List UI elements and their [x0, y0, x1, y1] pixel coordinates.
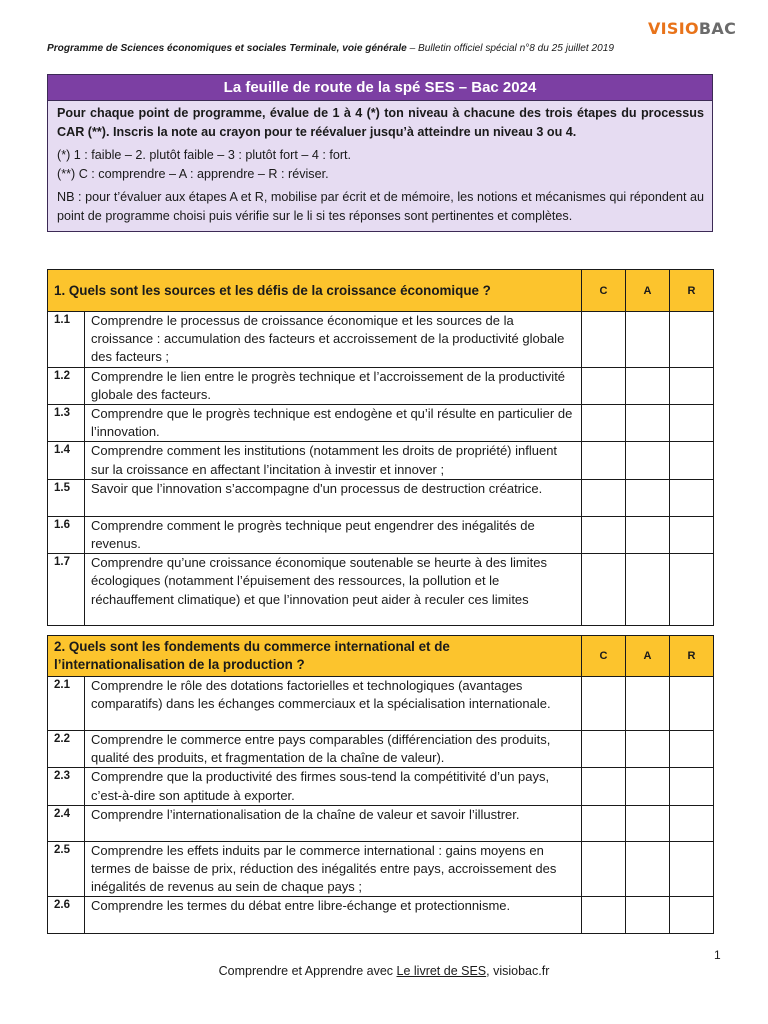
- score-cell-r[interactable]: [670, 768, 714, 805]
- score-cell-a[interactable]: [626, 677, 670, 731]
- score-cell-c[interactable]: [582, 768, 626, 805]
- program-reference-bold: Programme de Sciences économiques et sociales Terminale, voie générale: [47, 43, 407, 54]
- score-cell-a[interactable]: [626, 367, 670, 404]
- score-cell-a[interactable]: [626, 805, 670, 841]
- score-cell-r[interactable]: [670, 367, 714, 404]
- page-number: 1: [714, 948, 721, 962]
- score-cell-r[interactable]: [670, 554, 714, 626]
- score-cell-c[interactable]: [582, 805, 626, 841]
- score-cell-c[interactable]: [582, 479, 626, 516]
- row-text: Comprendre le rôle des dotations factorielles et technologiques (avantages comparatifs) dans les échanges commerciaux et la spécialisation internationale.: [85, 677, 582, 731]
- intro-note: NB : pour t’évaluer aux étapes A et R, mobilise par écrit et de mémoire, les notions et mécanismes qui répondent au point de programme choisi puis vérifie sur le li si tes réponses sont pertinentes et complètes.: [57, 190, 704, 223]
- table-row: [48, 731, 714, 768]
- table-row: [48, 554, 714, 626]
- row-text: Comprendre le processus de croissance économique et les sources de la croissance : accumulation des facteurs et accroissement de la productivité globale des facteurs ;: [85, 312, 582, 368]
- row-text: Comprendre que la productivité des firmes sous-tend la compétitivité d’un pays, c’est-à-dire son aptitude à exporter.: [85, 768, 582, 805]
- intro-scale-legend: (*) 1 : faible – 2. plutôt faible – 3 : plutôt fort – 4 : fort.: [57, 148, 352, 162]
- row-text: Comprendre le lien entre le progrès technique et l’accroissement de la productivité globale des facteurs.: [85, 367, 582, 404]
- intro-car-legend: (**) C : comprendre – A : apprendre – R : réviser.: [57, 166, 329, 181]
- row-number: 2.1: [48, 677, 85, 731]
- table-row: [48, 841, 714, 897]
- table-row: [48, 516, 714, 553]
- score-cell-a[interactable]: [626, 405, 670, 442]
- score-cell-c[interactable]: [582, 554, 626, 626]
- score-cell-a[interactable]: [626, 768, 670, 805]
- section-1-title: 1. Quels sont les sources et les défis de la croissance économique ?: [48, 270, 582, 312]
- intro-instructions: Pour chaque point de programme, évalue de 1 à 4 (*) ton niveau à chacune des trois étapes du processus CAR (**). Inscris la note au crayon pour te réévaluer jusqu’à atteindre un niveau 3 ou 4.: [57, 106, 704, 139]
- col-header-a: A: [626, 270, 670, 312]
- score-cell-r[interactable]: [670, 897, 714, 934]
- row-number: 1.3: [48, 405, 85, 442]
- row-text: Comprendre l’internationalisation de la chaîne de valeur et savoir l’illustrer.: [85, 805, 582, 841]
- row-text: Comprendre comment le progrès technique peut engendrer des inégalités de revenus.: [85, 516, 582, 553]
- score-cell-r[interactable]: [670, 677, 714, 731]
- row-number: 2.3: [48, 768, 85, 805]
- score-cell-r[interactable]: [670, 841, 714, 897]
- section-2-table: [47, 635, 714, 934]
- footer-text-after: , visiobac.fr: [486, 964, 550, 978]
- table-row: [48, 677, 714, 731]
- footer-link-livret[interactable]: Le livret de SES: [396, 964, 487, 978]
- score-cell-r[interactable]: [670, 805, 714, 841]
- row-text: Savoir que l’innovation s’accompagne d'un processus de destruction créatrice.: [85, 479, 582, 516]
- score-cell-c[interactable]: [582, 677, 626, 731]
- table-row: [48, 479, 714, 516]
- score-cell-r[interactable]: [670, 442, 714, 479]
- table-row: [48, 805, 714, 841]
- section-2-title: 2. Quels sont les fondements du commerce international et de l’internationalisation de la production ?: [48, 636, 582, 677]
- logo-part1: VISIO: [648, 19, 699, 38]
- row-number: 1.2: [48, 367, 85, 404]
- program-reference: [47, 43, 727, 54]
- table-row: [48, 367, 714, 404]
- col-header-r: R: [670, 636, 714, 677]
- section-2-header: [48, 636, 714, 677]
- col-header-c: C: [582, 636, 626, 677]
- score-cell-c[interactable]: [582, 405, 626, 442]
- intro-box: [47, 74, 713, 232]
- row-text: Comprendre le commerce entre pays comparables (différenciation des produits, qualité des produits, et fragmentation de la chaîne de valeur).: [85, 731, 582, 768]
- score-cell-a[interactable]: [626, 841, 670, 897]
- score-cell-c[interactable]: [582, 312, 626, 368]
- score-cell-r[interactable]: [670, 731, 714, 768]
- score-cell-a[interactable]: [626, 312, 670, 368]
- score-cell-r[interactable]: [670, 405, 714, 442]
- score-cell-c[interactable]: [582, 841, 626, 897]
- row-number: 2.5: [48, 841, 85, 897]
- table-row: [48, 897, 714, 934]
- row-number: 2.6: [48, 897, 85, 934]
- score-cell-a[interactable]: [626, 897, 670, 934]
- intro-body: [48, 101, 712, 231]
- score-cell-a[interactable]: [626, 479, 670, 516]
- row-text: Comprendre que le progrès technique est endogène et qu’il résulte en particulier de l’innovation.: [85, 405, 582, 442]
- row-number: 1.7: [48, 554, 85, 626]
- col-header-a: A: [626, 636, 670, 677]
- col-header-c: C: [582, 270, 626, 312]
- row-number: 1.1: [48, 312, 85, 368]
- row-text: Comprendre comment les institutions (notamment les droits de propriété) influent sur la croissance en affectant l’incitation à investir et innover ;: [85, 442, 582, 479]
- logo-part2: BAC: [698, 19, 737, 38]
- row-text: Comprendre qu’une croissance économique soutenable se heurte à des limites écologiques (notamment l’épuisement des ressources, la pollution et le réchauffement climatique) et que l’innovation peut aider à reculer ces limites: [85, 554, 582, 626]
- score-cell-a[interactable]: [626, 554, 670, 626]
- table-row: [48, 768, 714, 805]
- score-cell-c[interactable]: [582, 367, 626, 404]
- row-text: Comprendre les termes du débat entre libre-échange et protectionnisme.: [85, 897, 582, 934]
- score-cell-r[interactable]: [670, 312, 714, 368]
- score-cell-c[interactable]: [582, 442, 626, 479]
- row-number: 1.6: [48, 516, 85, 553]
- row-text: Comprendre les effets induits par le commerce international : gains moyens en termes de baisse de prix, réduction des inégalités entre pays, accroissement des inégalités de revenus au sein de chaque pays ;: [85, 841, 582, 897]
- row-number: 2.2: [48, 731, 85, 768]
- score-cell-r[interactable]: [670, 479, 714, 516]
- roadmap-title: La feuille de route de la spé SES – Bac 2024: [48, 75, 712, 101]
- score-cell-c[interactable]: [582, 516, 626, 553]
- section-1-table: [47, 269, 714, 626]
- row-number: 1.4: [48, 442, 85, 479]
- score-cell-a[interactable]: [626, 731, 670, 768]
- score-cell-r[interactable]: [670, 516, 714, 553]
- score-cell-c[interactable]: [582, 731, 626, 768]
- section-1-header: [48, 270, 714, 312]
- row-number: 1.5: [48, 479, 85, 516]
- table-row: [48, 312, 714, 368]
- table-row: [48, 442, 714, 479]
- footer-text-before: Comprendre et Apprendre avec: [218, 964, 397, 978]
- score-cell-a[interactable]: [626, 442, 670, 479]
- score-cell-c[interactable]: [582, 897, 626, 934]
- table-row: [48, 405, 714, 442]
- footer: [0, 964, 768, 978]
- score-cell-a[interactable]: [626, 516, 670, 553]
- row-number: 2.4: [48, 805, 85, 841]
- visiobac-logo: [648, 19, 736, 38]
- program-reference-rest: – Bulletin officiel spécial n°8 du 25 juillet 2019: [406, 43, 614, 54]
- col-header-r: R: [670, 270, 714, 312]
